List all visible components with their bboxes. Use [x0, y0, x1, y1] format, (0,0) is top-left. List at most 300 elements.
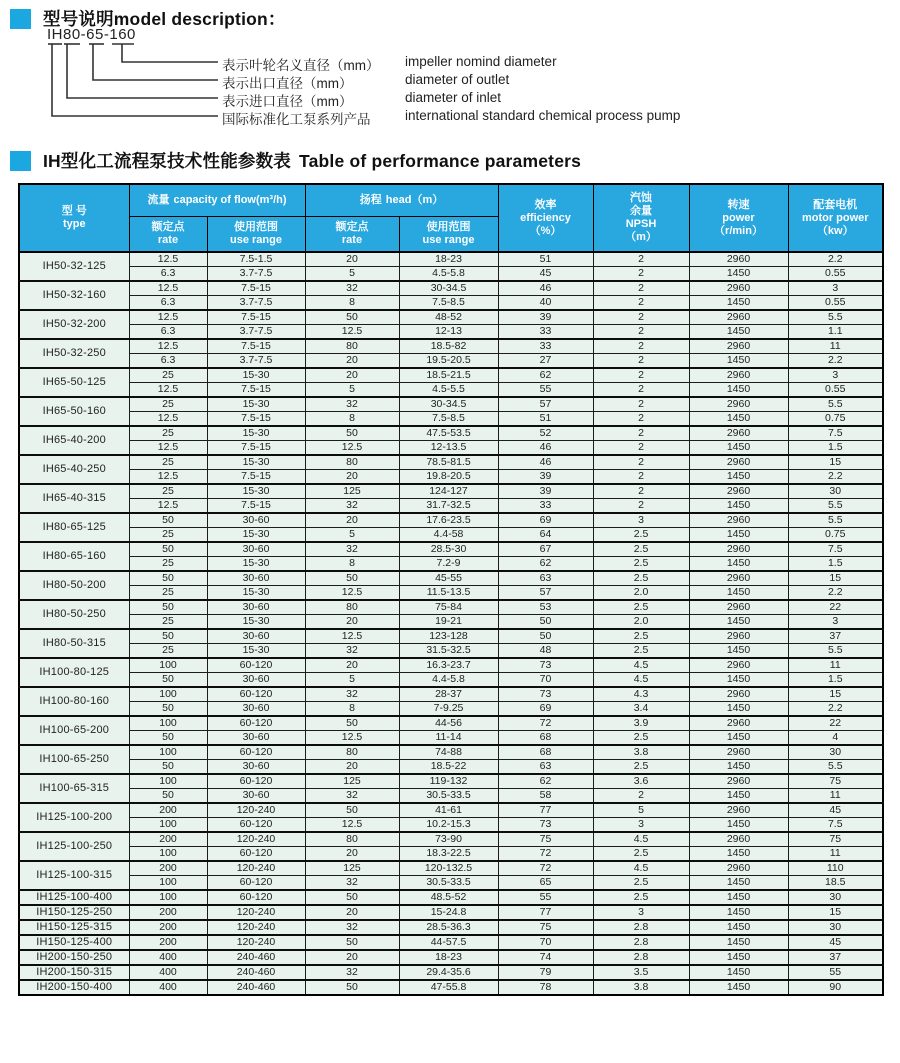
cell-head-rate: 20: [305, 470, 399, 485]
cell-flow-rate: 50: [129, 629, 207, 644]
cell-speed: 1450: [689, 412, 788, 427]
cell-flow-range: 3.7-7.5: [207, 325, 305, 340]
table-row: [19, 528, 883, 543]
cell-head-range: 12-13: [399, 325, 498, 340]
cell-efficiency: 55: [498, 890, 593, 905]
cell-flow-rate: 12.5: [129, 499, 207, 514]
cell-motor-power: 55: [788, 965, 883, 980]
cell-head-range: 17.6-23.5: [399, 513, 498, 528]
cell-head-range: 78.5-81.5: [399, 455, 498, 470]
cell-flow-rate: 12.5: [129, 441, 207, 456]
cell-npsh: 2.5: [593, 731, 689, 746]
cell-speed: 1450: [689, 528, 788, 543]
cell-efficiency: 40: [498, 296, 593, 311]
cell-head-rate: 32: [305, 397, 399, 412]
cell-flow-range: 7.5-15: [207, 441, 305, 456]
cell-flow-rate: 100: [129, 890, 207, 905]
cell-head-rate: 50: [305, 571, 399, 586]
cell-head-range: 4.5-5.8: [399, 267, 498, 282]
table-row: [19, 629, 883, 644]
cell-head-rate: 50: [305, 426, 399, 441]
cell-npsh: 3.8: [593, 745, 689, 760]
cell-flow-rate: 6.3: [129, 354, 207, 369]
cell-speed: 2960: [689, 629, 788, 644]
cell-head-range: 73-90: [399, 832, 498, 847]
cell-efficiency: 75: [498, 832, 593, 847]
model-name-cell: IH80-50-250: [19, 600, 129, 629]
cell-speed: 1450: [689, 905, 788, 920]
table-row: [19, 789, 883, 804]
cell-flow-range: 60-120: [207, 876, 305, 891]
cell-flow-rate: 50: [129, 673, 207, 688]
cell-efficiency: 53: [498, 600, 593, 615]
cell-speed: 2960: [689, 484, 788, 499]
cell-npsh: 2.8: [593, 950, 689, 965]
model-name-cell: IH50-32-250: [19, 339, 129, 368]
table-row: [19, 368, 883, 383]
table-row: [19, 644, 883, 659]
cell-motor-power: 5.5: [788, 310, 883, 325]
cell-head-range: 18-23: [399, 252, 498, 267]
model-number-diagram: IH80-65-160 表示叶轮名义直径（mm） impeller nomind diameter 表示出口直径（mm） diameter of outlet 表示进口直径（mm） diameter of inlet 国际标准化工泵系列产品 international standard chemical process pump: [0, 0, 900, 140]
cell-head-range: 124-127: [399, 484, 498, 499]
cell-head-range: 4.5-5.5: [399, 383, 498, 398]
cell-motor-power: 11: [788, 339, 883, 354]
cell-head-rate: 32: [305, 876, 399, 891]
cell-flow-range: 240-460: [207, 950, 305, 965]
cell-flow-rate: 25: [129, 368, 207, 383]
cell-head-rate: 32: [305, 542, 399, 557]
cell-head-range: 47.5-53.5: [399, 426, 498, 441]
model-name-cell: IH50-32-200: [19, 310, 129, 339]
col-group-head: 扬程 head（m）: [305, 184, 498, 216]
cell-head-rate: 20: [305, 658, 399, 673]
cell-flow-rate: 12.5: [129, 412, 207, 427]
model-name-cell: IH100-80-160: [19, 687, 129, 716]
cell-npsh: 2.5: [593, 600, 689, 615]
cell-speed: 2960: [689, 745, 788, 760]
model-name-cell: IH125-100-250: [19, 832, 129, 861]
cell-head-rate: 20: [305, 252, 399, 267]
table-row: [19, 658, 883, 673]
cell-flow-rate: 100: [129, 687, 207, 702]
cell-efficiency: 39: [498, 310, 593, 325]
cell-head-range: 15-24.8: [399, 905, 498, 920]
cell-flow-rate: 25: [129, 615, 207, 630]
cell-npsh: 2.5: [593, 542, 689, 557]
cell-flow-range: 15-30: [207, 586, 305, 601]
cell-npsh: 2: [593, 455, 689, 470]
cell-flow-range: 240-460: [207, 965, 305, 980]
table-row: [19, 980, 883, 995]
cell-head-rate: 12.5: [305, 629, 399, 644]
cell-npsh: 3.4: [593, 702, 689, 717]
cell-head-range: 12-13.5: [399, 441, 498, 456]
cell-head-rate: 12.5: [305, 818, 399, 833]
cell-speed: 1450: [689, 760, 788, 775]
cell-npsh: 5: [593, 803, 689, 818]
cell-flow-range: 60-120: [207, 847, 305, 862]
cell-flow-range: 7.5-15: [207, 339, 305, 354]
model-name-cell: IH50-32-125: [19, 252, 129, 281]
cell-efficiency: 72: [498, 847, 593, 862]
table-row: [19, 861, 883, 876]
cell-motor-power: 30: [788, 890, 883, 905]
cell-head-range: 123-128: [399, 629, 498, 644]
cell-efficiency: 46: [498, 281, 593, 296]
cell-head-rate: 80: [305, 600, 399, 615]
cell-motor-power: 75: [788, 832, 883, 847]
model-name-cell: IH80-65-160: [19, 542, 129, 571]
table-row: [19, 803, 883, 818]
table-row: [19, 832, 883, 847]
cell-npsh: 2: [593, 368, 689, 383]
cell-flow-range: 240-460: [207, 980, 305, 995]
cell-flow-range: 120-240: [207, 920, 305, 935]
cell-efficiency: 48: [498, 644, 593, 659]
cell-efficiency: 78: [498, 980, 593, 995]
table-row: [19, 441, 883, 456]
cell-speed: 2960: [689, 513, 788, 528]
cell-npsh: 2: [593, 412, 689, 427]
cell-npsh: 2: [593, 470, 689, 485]
cell-motor-power: 2.2: [788, 470, 883, 485]
cell-flow-range: 7.5-15: [207, 412, 305, 427]
cell-npsh: 2.5: [593, 528, 689, 543]
cell-head-rate: 8: [305, 412, 399, 427]
cell-head-rate: 8: [305, 296, 399, 311]
cell-efficiency: 68: [498, 745, 593, 760]
cell-speed: 1450: [689, 499, 788, 514]
cell-speed: 2960: [689, 455, 788, 470]
cell-flow-rate: 50: [129, 542, 207, 557]
cell-head-range: 16.3-23.7: [399, 658, 498, 673]
col-header-npsh: 汽蚀 余量 NPSH （m）: [593, 184, 689, 252]
cell-flow-rate: 6.3: [129, 267, 207, 282]
cell-flow-rate: 25: [129, 528, 207, 543]
table-row: [19, 412, 883, 427]
cell-flow-rate: 12.5: [129, 470, 207, 485]
cell-flow-range: 30-60: [207, 513, 305, 528]
cell-head-range: 28-37: [399, 687, 498, 702]
model-name-cell: IH150-125-400: [19, 935, 129, 950]
cell-npsh: 2.0: [593, 586, 689, 601]
cell-motor-power: 22: [788, 600, 883, 615]
cell-npsh: 3: [593, 818, 689, 833]
cell-efficiency: 45: [498, 267, 593, 282]
table-row: [19, 716, 883, 731]
cell-motor-power: 11: [788, 789, 883, 804]
cell-motor-power: 0.75: [788, 528, 883, 543]
cell-speed: 1450: [689, 586, 788, 601]
cell-speed: 1450: [689, 876, 788, 891]
cell-flow-range: 7.5-15: [207, 383, 305, 398]
cell-head-range: 19-21: [399, 615, 498, 630]
table-row: [19, 484, 883, 499]
cell-efficiency: 46: [498, 455, 593, 470]
cell-efficiency: 46: [498, 441, 593, 456]
cell-motor-power: 5.5: [788, 513, 883, 528]
cell-head-rate: 8: [305, 702, 399, 717]
table-row: [19, 455, 883, 470]
cell-efficiency: 58: [498, 789, 593, 804]
table-row: [19, 470, 883, 485]
cell-head-range: 7.2-9: [399, 557, 498, 572]
table-title: [10, 148, 581, 173]
table-row: [19, 687, 883, 702]
cell-motor-power: 7.5: [788, 542, 883, 557]
cell-head-range: 28.5-30: [399, 542, 498, 557]
cell-npsh: 4.3: [593, 687, 689, 702]
col-header-type: 型 号 type: [19, 184, 129, 252]
cell-flow-range: 120-240: [207, 905, 305, 920]
cell-flow-rate: 50: [129, 789, 207, 804]
cell-efficiency: 52: [498, 426, 593, 441]
cell-speed: 1450: [689, 557, 788, 572]
cell-motor-power: 15: [788, 571, 883, 586]
cell-flow-rate: 200: [129, 935, 207, 950]
cell-flow-rate: 400: [129, 965, 207, 980]
cell-flow-range: 3.7-7.5: [207, 296, 305, 311]
cell-head-range: 75-84: [399, 600, 498, 615]
cell-head-range: 10.2-15.3: [399, 818, 498, 833]
cell-head-rate: 80: [305, 832, 399, 847]
col-group-flow: 流量 capacity of flow(m³/h): [129, 184, 305, 216]
cell-head-range: 28.5-36.3: [399, 920, 498, 935]
cell-head-range: 4.4-5.8: [399, 673, 498, 688]
cell-motor-power: 15: [788, 455, 883, 470]
cell-efficiency: 33: [498, 325, 593, 340]
cell-motor-power: 1.5: [788, 557, 883, 572]
model-name-cell: IH65-40-200: [19, 426, 129, 455]
cell-head-range: 119-132: [399, 774, 498, 789]
model-name-cell: IH100-65-250: [19, 745, 129, 774]
cell-speed: 2960: [689, 716, 788, 731]
cell-speed: 2960: [689, 397, 788, 412]
cell-motor-power: 45: [788, 935, 883, 950]
cell-flow-range: 30-60: [207, 789, 305, 804]
cell-flow-rate: 50: [129, 513, 207, 528]
cell-flow-range: 15-30: [207, 397, 305, 412]
cell-speed: 1450: [689, 920, 788, 935]
cell-speed: 1450: [689, 354, 788, 369]
cell-head-range: 44-56: [399, 716, 498, 731]
table-row: [19, 774, 883, 789]
cell-npsh: 4.5: [593, 832, 689, 847]
cell-flow-rate: 12.5: [129, 310, 207, 325]
cell-flow-range: 15-30: [207, 455, 305, 470]
cell-npsh: 2: [593, 426, 689, 441]
cell-head-rate: 8: [305, 557, 399, 572]
cell-flow-rate: 6.3: [129, 325, 207, 340]
cell-speed: 1450: [689, 935, 788, 950]
cell-flow-range: 30-60: [207, 629, 305, 644]
cell-head-range: 47-55.8: [399, 980, 498, 995]
cell-speed: 1450: [689, 325, 788, 340]
table-row: [19, 513, 883, 528]
cell-motor-power: 2.2: [788, 252, 883, 267]
cell-speed: 1450: [689, 789, 788, 804]
cell-npsh: 2: [593, 339, 689, 354]
model-name-cell: IH65-50-125: [19, 368, 129, 397]
cell-efficiency: 39: [498, 470, 593, 485]
cell-head-range: 18.5-21.5: [399, 368, 498, 383]
cell-speed: 1450: [689, 383, 788, 398]
table-row: [19, 281, 883, 296]
cell-speed: 1450: [689, 470, 788, 485]
cell-motor-power: 0.75: [788, 412, 883, 427]
cell-efficiency: 73: [498, 658, 593, 673]
cell-speed: 1450: [689, 644, 788, 659]
cell-efficiency: 57: [498, 586, 593, 601]
cell-npsh: 2.8: [593, 920, 689, 935]
cell-speed: 2960: [689, 426, 788, 441]
model-name-cell: IH200-150-315: [19, 965, 129, 980]
cell-motor-power: 5.5: [788, 760, 883, 775]
cell-head-rate: 50: [305, 980, 399, 995]
cell-head-range: 7-9.25: [399, 702, 498, 717]
cell-efficiency: 74: [498, 950, 593, 965]
cell-efficiency: 51: [498, 252, 593, 267]
cell-speed: 1450: [689, 950, 788, 965]
cell-head-range: 30-34.5: [399, 397, 498, 412]
cell-head-rate: 80: [305, 339, 399, 354]
cell-motor-power: 2.2: [788, 702, 883, 717]
cell-flow-rate: 100: [129, 658, 207, 673]
cell-flow-range: 30-60: [207, 760, 305, 775]
cell-head-range: 48.5-52: [399, 890, 498, 905]
cell-efficiency: 67: [498, 542, 593, 557]
cell-head-rate: 125: [305, 774, 399, 789]
table-row: [19, 296, 883, 311]
cell-efficiency: 64: [498, 528, 593, 543]
table-row: [19, 745, 883, 760]
cell-flow-range: 15-30: [207, 615, 305, 630]
cell-motor-power: 30: [788, 484, 883, 499]
cell-motor-power: 2.2: [788, 354, 883, 369]
model-name-cell: IH65-40-250: [19, 455, 129, 484]
cell-head-rate: 5: [305, 383, 399, 398]
cell-head-rate: 50: [305, 890, 399, 905]
cell-flow-range: 3.7-7.5: [207, 267, 305, 282]
cell-flow-rate: 200: [129, 920, 207, 935]
cell-efficiency: 70: [498, 935, 593, 950]
cell-speed: 1450: [689, 441, 788, 456]
col-header-speed: 转速 power （r/min）: [689, 184, 788, 252]
cell-speed: 2960: [689, 571, 788, 586]
cell-npsh: 2.5: [593, 644, 689, 659]
table-row: [19, 905, 883, 920]
cell-motor-power: 1.5: [788, 673, 883, 688]
cell-head-range: 30.5-33.5: [399, 876, 498, 891]
table-row: [19, 760, 883, 775]
cell-speed: 1450: [689, 673, 788, 688]
cell-npsh: 2: [593, 484, 689, 499]
model-name-cell: IH200-150-250: [19, 950, 129, 965]
cell-motor-power: 2.2: [788, 586, 883, 601]
cell-motor-power: 0.55: [788, 383, 883, 398]
cell-efficiency: 63: [498, 571, 593, 586]
cell-head-rate: 32: [305, 644, 399, 659]
cell-efficiency: 51: [498, 412, 593, 427]
cell-flow-range: 3.7-7.5: [207, 354, 305, 369]
cell-head-rate: 20: [305, 760, 399, 775]
cell-head-range: 18.5-22: [399, 760, 498, 775]
cell-npsh: 2: [593, 267, 689, 282]
cell-flow-range: 30-60: [207, 702, 305, 717]
table-row: [19, 557, 883, 572]
table-row: [19, 935, 883, 950]
cell-flow-rate: 12.5: [129, 252, 207, 267]
cell-npsh: 2: [593, 252, 689, 267]
cell-speed: 1450: [689, 890, 788, 905]
cell-npsh: 4.5: [593, 658, 689, 673]
cell-flow-range: 15-30: [207, 644, 305, 659]
cell-npsh: 3.5: [593, 965, 689, 980]
cell-motor-power: 7.5: [788, 426, 883, 441]
cell-motor-power: 5.5: [788, 397, 883, 412]
cell-head-range: 30.5-33.5: [399, 789, 498, 804]
cell-motor-power: 90: [788, 980, 883, 995]
cell-flow-rate: 25: [129, 586, 207, 601]
cell-head-rate: 32: [305, 920, 399, 935]
model-name-cell: IH100-65-200: [19, 716, 129, 745]
cell-efficiency: 75: [498, 920, 593, 935]
cell-head-range: 45-55: [399, 571, 498, 586]
cell-npsh: 2.5: [593, 876, 689, 891]
cell-efficiency: 68: [498, 731, 593, 746]
cell-motor-power: 3: [788, 281, 883, 296]
cell-flow-rate: 400: [129, 980, 207, 995]
cell-npsh: 2.5: [593, 760, 689, 775]
cell-head-rate: 20: [305, 615, 399, 630]
cell-speed: 1450: [689, 296, 788, 311]
table-row: [19, 354, 883, 369]
cell-head-rate: 20: [305, 354, 399, 369]
cell-efficiency: 72: [498, 716, 593, 731]
cell-flow-rate: 100: [129, 774, 207, 789]
table-row: [19, 818, 883, 833]
cell-npsh: 2: [593, 325, 689, 340]
cell-motor-power: 5.5: [788, 499, 883, 514]
cell-efficiency: 27: [498, 354, 593, 369]
cell-speed: 1450: [689, 965, 788, 980]
cell-flow-rate: 50: [129, 571, 207, 586]
model-name-cell: IH50-32-160: [19, 281, 129, 310]
cell-speed: 2960: [689, 281, 788, 296]
example-model-number: IH80-65-160: [47, 26, 136, 43]
cell-flow-rate: 25: [129, 484, 207, 499]
cell-flow-rate: 6.3: [129, 296, 207, 311]
cell-npsh: 2.5: [593, 571, 689, 586]
col-header-head-rate: 额定点 rate: [305, 216, 399, 252]
cell-head-range: 41-61: [399, 803, 498, 818]
cell-head-rate: 80: [305, 745, 399, 760]
table-heading: IH型化工流程泵技术性能参数表 Table of performance parameters: [43, 151, 582, 171]
cell-flow-range: 60-120: [207, 745, 305, 760]
cell-npsh: 2: [593, 383, 689, 398]
cell-motor-power: 30: [788, 745, 883, 760]
cell-efficiency: 33: [498, 499, 593, 514]
cell-head-rate: 50: [305, 716, 399, 731]
cell-speed: 2960: [689, 542, 788, 557]
cell-head-rate: 32: [305, 789, 399, 804]
cell-npsh: 2.0: [593, 615, 689, 630]
model-name-cell: IH100-65-315: [19, 774, 129, 803]
cell-head-range: 18.5-82: [399, 339, 498, 354]
cell-flow-range: 120-240: [207, 935, 305, 950]
cell-npsh: 2.8: [593, 935, 689, 950]
